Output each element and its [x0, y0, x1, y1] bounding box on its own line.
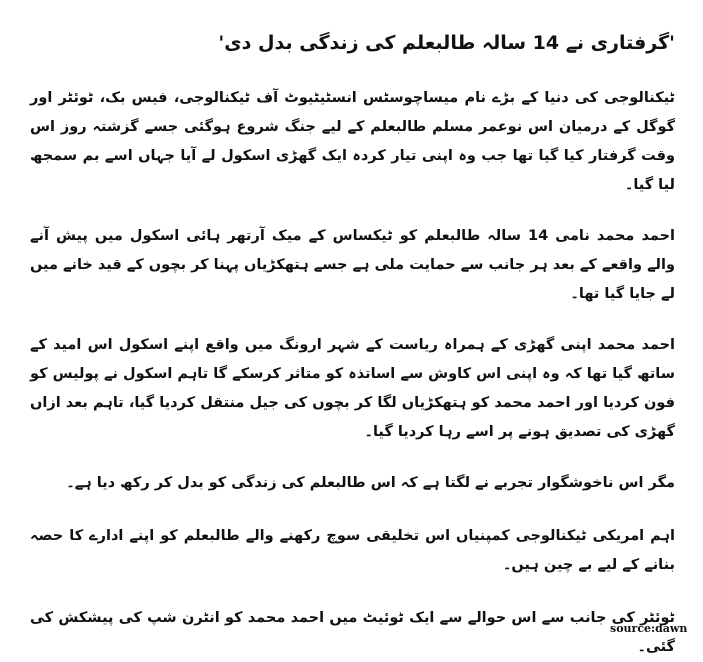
- article-paragraph-2: احمد محمد نامی 14 سالہ طالبعلم کو ٹیکساس کے میک آرتھر ہائی اسکول میں پیش آنے والے واقعے کے بعد ہر جانب سے حمایت ملی ہے جسے ہتھکڑیاں پہنا کر بچوں کے قید خانے میں لے جایا گیا تھا۔: [30, 228, 675, 302]
- article-paragraph-3: احمد محمد اپنی گھڑی کے ہمراہ ریاست کے شہر ارونگ میں واقع اپنے اسکول اس امید کے ساتھ گیا تھا کہ وہ اپنی اس کاوش سے اساتذہ کو متاثر کرسکے گا تاہم اسکول نے پولیس کو فون کردیا اور احمد محمد کو ہتھکڑیاں لگا کر بچوں کی جیل منتقل کردیا گیا، تاہم بعد ازاں گھڑی کی تصدیق ہونے پر اسے رہا کردیا گیا۔: [30, 337, 675, 440]
- article-paragraph-6: ٹوئٹر کی جانب سے اس حوالے سے ایک ٹوئیٹ میں احمد محمد کو انٹرن شپ کی پیشکش کی گئی۔: [30, 610, 675, 655]
- article-paragraph-4: مگر اس ناخوشگوار تجربے نے لگتا ہے کہ اس طالبعلم کی زندگی کو بدل کر رکھ دیا ہے۔: [66, 475, 675, 491]
- article-paragraph-5: اہم امریکی ٹیکنالوجی کمپنیاں اس تخلیقی سوچ رکھنے والے طالبعلم کو اپنے ادارے کا حصہ بنانے کے لیے بے چین ہیں۔: [30, 528, 675, 573]
- article-paragraph-1: ٹیکنالوجی کی دنیا کے بڑے نام میساچوسٹس انسٹیٹیوٹ آف ٹیکنالوجی، فیس بک، ٹوئٹر اور گوگل کے درمیان اس نوعمر مسلم طالبعلم کے لیے جنگ شروع ہوگئی جسے گزشتہ روز اس وقت گرفتار کیا گیا تھا جب وہ اپنی تیار کردہ ایک گھڑی اسکول لے آیا جہاں اسے بم سمجھ لیا گیا۔: [30, 90, 675, 193]
- article-headline: 'گرفتاری نے 14 سالہ طالبعلم کی زندگی بدل دی': [218, 32, 675, 54]
- source-credit: source:dawn: [610, 622, 688, 635]
